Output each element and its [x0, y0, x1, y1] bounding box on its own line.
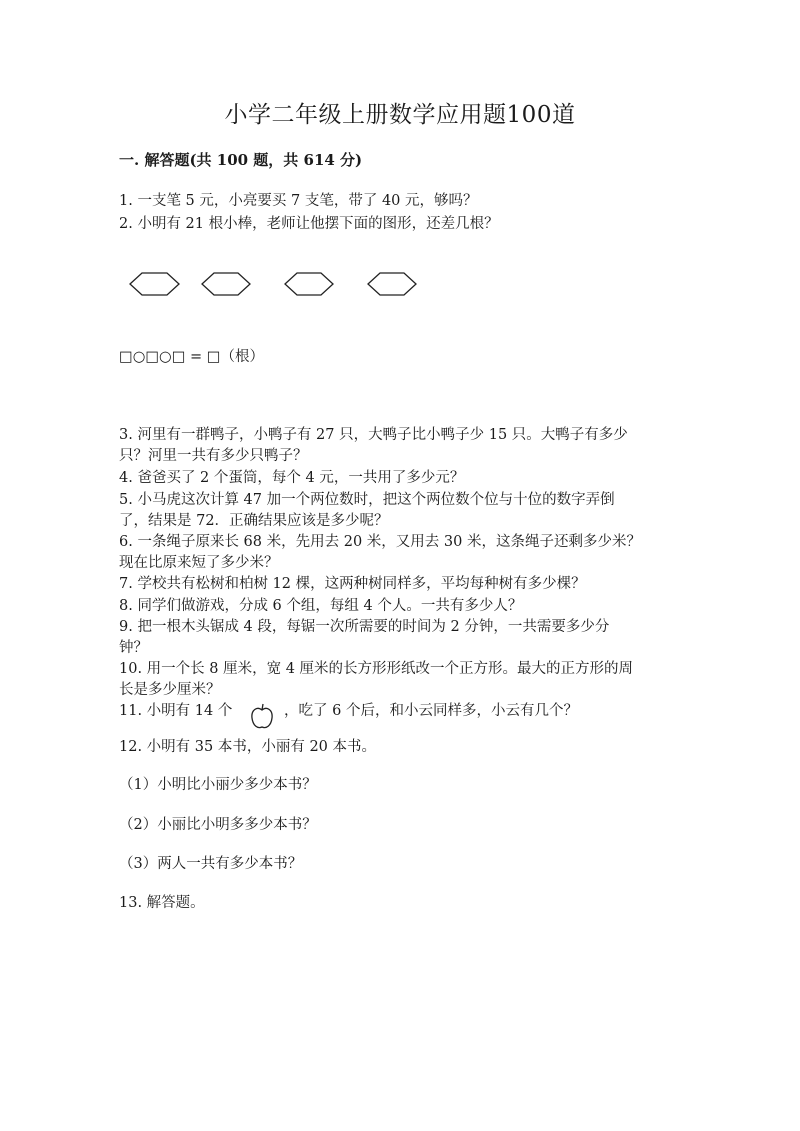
question-3-line-2: 只？河里一共有多少只鸭子？: [119, 448, 308, 464]
hexagon-figure: [368, 273, 416, 295]
question-2-formula: □○□○□ = □（根）: [119, 349, 264, 365]
question-3-line-1: 3. 河里有一群鸭子，小鸭子有 27 只，大鸭子比小鸭子少 15 只。大鸭子有多少: [119, 427, 628, 443]
question-11-end: ，吃了 6 个后，和小云同样多，小云有几个？: [284, 703, 578, 719]
question-5-line-1: 5. 小马虎这次计算 47 加一个两位数时，把这个两位数个位与十位的数字弄倒: [119, 492, 615, 508]
apple-icon: [250, 701, 274, 731]
section-heading: 一. 解答题(共 100 题，共 614 分): [119, 151, 363, 169]
question-10-line-2: 长是多少厘米？: [119, 682, 221, 698]
question-9-line-2: 钟？: [119, 640, 148, 656]
question-6-line-2: 现在比原来短了多少米？: [119, 555, 279, 571]
question-13: 13. 解答题。: [119, 895, 205, 911]
question-7: 7. 学校共有松树和柏树 12 棵，这两种树同样多，平均每种树有多少棵？: [119, 576, 586, 592]
question-10-line-1: 10. 用一个长 8 厘米，宽 4 厘米的长方形形纸改一个正方形。最大的正方形的周: [119, 661, 634, 677]
question-1: 1. 一支笔 5 元，小亮要买 7 支笔，带了 40 元，够吗？: [119, 193, 478, 209]
question-4: 4. 爸爸买了 2 个蛋筒，每个 4 元，一共用了多少元？: [119, 470, 465, 486]
question-12-part-1: （1）小明比小丽少多少本书？: [119, 777, 317, 793]
hexagon-figure: [130, 273, 179, 295]
question-12: 12. 小明有 35 本书，小丽有 20 本书。: [119, 739, 377, 755]
hexagon-figure: [285, 273, 333, 295]
question-12-part-3: （3）两人一共有多少本书？: [119, 856, 303, 872]
question-11-start: 11. 小明有 14 个: [119, 703, 233, 719]
question-8: 8. 同学们做游戏，分成 6 个组，每组 4 个人。一共有多少人？: [119, 598, 523, 614]
question-5-line-2: 了，结果是 72．正确结果应该是多少呢？: [119, 513, 389, 529]
page-title: 小学二年级上册数学应用题100道: [224, 102, 576, 128]
question-12-part-2: （2）小丽比小明多多少本书？: [119, 817, 317, 833]
question-9-line-1: 9. 把一根木头锯成 4 段，每锯一次所需要的时间为 2 分钟，一共需要多少分: [119, 619, 610, 635]
hexagon-figure: [202, 273, 250, 295]
question-2: 2. 小明有 21 根小棒，老师让他摆下面的图形，还差几根？: [119, 216, 499, 232]
question-6-line-1: 6. 一条绳子原来长 68 米，先用去 20 米，又用去 30 米，这条绳子还剩多少米？: [119, 534, 641, 550]
hexagon-figures: [125, 264, 425, 304]
